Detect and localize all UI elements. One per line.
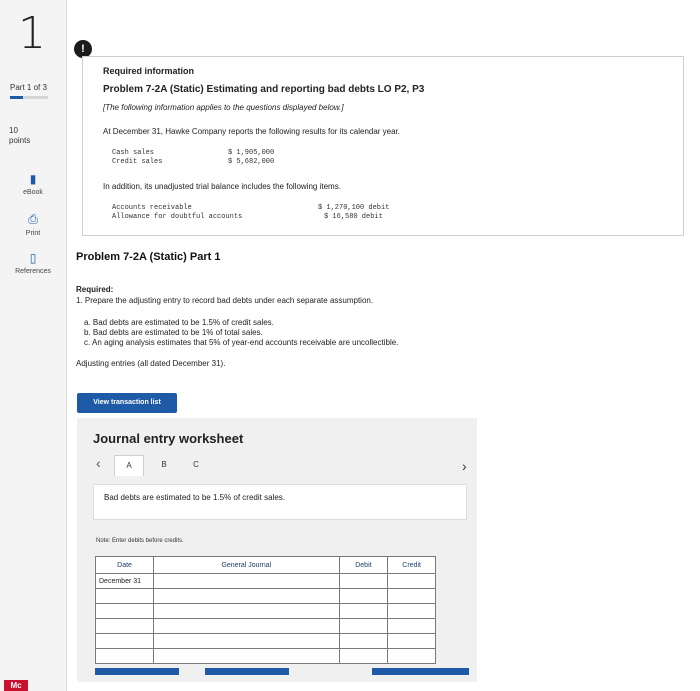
credit-sales-label: Credit sales: [112, 158, 163, 166]
credit-input[interactable]: [388, 634, 436, 649]
question-number: 1: [18, 8, 46, 59]
info-intro: At December 31, Hawke Company reports the following results for its calendar year.: [103, 127, 401, 136]
worksheet-title: Journal entry worksheet: [93, 431, 244, 446]
references-label: References: [15, 268, 51, 275]
required-text: 1. Prepare the adjusting entry to record bad debts under each separate assumption.: [76, 296, 374, 305]
date-cell: December 31: [96, 574, 154, 589]
account-input[interactable]: [154, 619, 340, 634]
print-button[interactable]: [12, 212, 54, 237]
date-cell: [96, 589, 154, 604]
cash-sales-value: $ 1,905,000: [228, 149, 275, 157]
alert-icon: !: [74, 40, 92, 58]
debit-input[interactable]: [339, 649, 388, 664]
adjusting-note: Adjusting entries (all dated December 31).: [76, 359, 226, 368]
mcgraw-logo: Mc: [4, 680, 28, 691]
points: [9, 126, 30, 146]
accounts-receivable-value: $ 1,270,100 debit: [318, 204, 390, 212]
part-progress-bar: [10, 96, 48, 99]
date-cell: [96, 649, 154, 664]
ebook-label: eBook: [23, 189, 43, 196]
col-credit: Credit: [388, 557, 436, 574]
trial-intro: In addition, its unadjusted trial balance includes the following items.: [103, 182, 341, 191]
col-debit: Debit: [339, 557, 388, 574]
debit-input[interactable]: [339, 634, 388, 649]
assumption-b: b. Bad debts are estimated to be 1% of total sales.: [84, 328, 263, 337]
debit-input[interactable]: [339, 619, 388, 634]
credit-input[interactable]: [388, 649, 436, 664]
table-row: [96, 649, 436, 664]
account-input[interactable]: [154, 589, 340, 604]
points-value: 10: [9, 126, 18, 135]
tab-b[interactable]: B: [161, 460, 167, 469]
assumption-a: a. Bad debts are estimated to be 1.5% of credit sales.: [84, 318, 274, 327]
references-button[interactable]: [12, 251, 54, 275]
part-progress-fill: [10, 96, 23, 99]
debit-input[interactable]: [339, 589, 388, 604]
required-label: Required:: [76, 285, 114, 294]
cash-sales-label: Cash sales: [112, 149, 155, 157]
record-entry-button[interactable]: [95, 668, 179, 675]
col-general-journal: General Journal: [154, 557, 340, 574]
col-date: Date: [96, 557, 154, 574]
print-icon: ⎙: [28, 212, 38, 226]
assumption-box: [93, 484, 467, 520]
assumption-c: c. An aging analysis estimates that 5% of year-end accounts receivable are uncollectible.: [84, 338, 399, 347]
worksheet-tabs: [92, 455, 212, 475]
credit-input[interactable]: [388, 604, 436, 619]
assumption-text: Bad debts are estimated to be 1.5% of credit sales.: [104, 493, 285, 502]
info-heading: Required information: [103, 66, 195, 76]
problem-title: Problem 7-2A (Static) Estimating and reporting bad debts LO P2, P3: [103, 84, 425, 95]
info-note: [The following information applies to the questions displayed below.]: [103, 103, 344, 112]
print-label: Print: [25, 230, 41, 237]
account-input[interactable]: [154, 634, 340, 649]
table-row: [96, 619, 436, 634]
accounts-receivable-label: Accounts receivable: [112, 204, 192, 212]
clear-entry-button[interactable]: [205, 668, 289, 675]
part-label: Part 1 of 3: [10, 83, 47, 92]
account-input[interactable]: [154, 604, 340, 619]
chevron-right-icon[interactable]: ›: [462, 458, 467, 474]
tab-c[interactable]: C: [193, 460, 199, 469]
part-title: Problem 7-2A (Static) Part 1: [76, 251, 221, 263]
journal-table: [95, 556, 436, 664]
table-row: [96, 574, 436, 589]
table-row: [96, 634, 436, 649]
credit-input[interactable]: [388, 574, 436, 589]
date-cell: [96, 604, 154, 619]
account-input[interactable]: [154, 649, 340, 664]
date-cell: [96, 634, 154, 649]
allowance-label: Allowance for doubtful accounts: [112, 213, 243, 221]
debit-input[interactable]: [339, 574, 388, 589]
tab-a[interactable]: A: [114, 455, 144, 476]
credit-sales-value: $ 5,682,000: [228, 158, 275, 166]
debits-note: Note: Enter debits before credits.: [96, 538, 184, 544]
table-row: [96, 589, 436, 604]
table-row: [96, 604, 436, 619]
allowance-value: $ 16,580 debit: [324, 213, 383, 221]
account-input[interactable]: [154, 574, 340, 589]
chevron-left-icon[interactable]: ‹: [96, 455, 101, 471]
date-cell: [96, 619, 154, 634]
credit-input[interactable]: [388, 619, 436, 634]
references-icon: ▯: [29, 251, 37, 265]
view-transaction-list-button[interactable]: View transaction list: [77, 393, 177, 413]
debit-input[interactable]: [339, 604, 388, 619]
view-general-journal-button[interactable]: [372, 668, 469, 675]
left-sidebar: [0, 0, 67, 691]
book-icon: ▮: [29, 172, 37, 186]
ebook-button[interactable]: [12, 172, 54, 196]
points-label: points: [9, 136, 31, 145]
credit-input[interactable]: [388, 589, 436, 604]
